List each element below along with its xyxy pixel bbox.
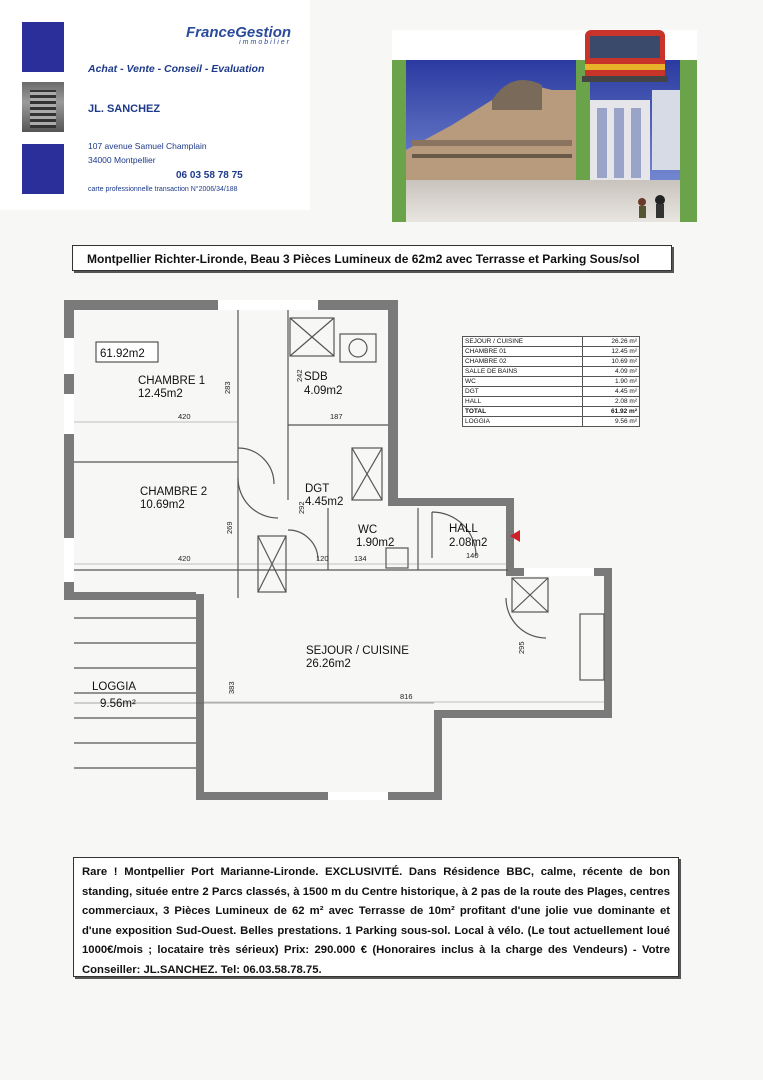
area-room-name: SEJOUR / CUISINE: [463, 337, 583, 347]
area-room-name: HALL: [463, 397, 583, 407]
phone-number: 06 03 58 78 75: [176, 170, 243, 181]
area-table-row: [463, 387, 640, 397]
area-room-value: 61.92 m²: [583, 407, 640, 417]
room-name: CHAMBRE 1: [138, 375, 206, 387]
area-room-value: 1.90 m²: [583, 377, 640, 387]
room-name: HALL: [449, 523, 478, 535]
agent-name: JL. SANCHEZ: [88, 103, 161, 115]
address-line: 107 avenue Samuel Champlain: [88, 141, 207, 151]
room-name: DGT: [305, 483, 330, 495]
listing-description: Rare ! Montpellier Port Marianne-Lironde. EXCLUSIVITÉ. Dans Résidence BBC, calme, récente de bon standing, située entre 2 Parcs classés, à 1500 m du Centre historique, à 2 pas de la route des Plages, centres commerciaux, 3 Pièces Lumineux de 62 m² avec Terrasse de 10m² profitant d'une jolie vue dominante et d'une exposition Sud-Ouest. Belles prestations. 1 Parking sous-sol. Local à vélo. (Le tout actuellement loué 1000€/mois ; locataire très sérieux) Prix: 290.000 € (Honoraires inclus à la charge des Vendeurs) - Votre Conseiller: JL.SANCHEZ. Tel: 06.03.58.78.75.: [73, 857, 679, 977]
city-photo: [392, 30, 697, 222]
room-area: 10.69m2: [140, 499, 185, 511]
area-room-name: WC: [463, 377, 583, 387]
area-room-name: TOTAL: [463, 407, 583, 417]
brand-logo: FranceGestion immobilier: [186, 24, 292, 46]
room-area: 26.26m2: [306, 658, 351, 670]
room-area: 12.45m2: [138, 388, 183, 400]
area-table-row: [463, 377, 640, 387]
dimension-label: 420: [178, 412, 191, 421]
address-line: 34000 Montpellier: [88, 155, 156, 165]
area-table-row: [463, 397, 640, 407]
dimension-label: 120: [316, 554, 329, 563]
dimension-label: 420: [178, 554, 191, 563]
dimension-label: 283: [223, 381, 232, 394]
plan-total-area: 61.92m2: [100, 348, 145, 360]
agency-card: [0, 0, 310, 210]
dimension-label: 816: [400, 692, 413, 701]
license-number: carte professionnelle transaction N°2006/34/188: [88, 186, 238, 193]
brand-square: [22, 144, 64, 194]
room-area: 4.45m2: [305, 496, 344, 508]
area-table: [462, 336, 640, 427]
brand-square: [22, 22, 64, 72]
area-table-row: [463, 337, 640, 347]
area-room-value: 12.45 m²: [583, 347, 640, 357]
area-room-value: 4.45 m²: [583, 387, 640, 397]
area-table-row: [463, 417, 640, 427]
dimension-label: 295: [517, 641, 526, 654]
dimension-label: 383: [227, 681, 236, 694]
area-room-value: 26.26 m²: [583, 337, 640, 347]
room-name: CHAMBRE 2: [140, 486, 208, 498]
building-photo: [22, 82, 64, 132]
area-room-value: 4.09 m²: [583, 367, 640, 377]
listing-title: Montpellier Richter-Lironde, Beau 3 Pièces Lumineux de 62m2 avec Terrasse et Parking Sous/sol: [72, 245, 672, 271]
dimension-label: 242: [295, 369, 304, 382]
dimension-label: 140: [466, 551, 479, 560]
area-table-row: [463, 357, 640, 367]
room-area: 1.90m2: [356, 537, 395, 549]
area-table-row: [463, 407, 640, 417]
room-area: 9.56m²: [100, 698, 136, 710]
area-room-value: 9.56 m²: [583, 417, 640, 427]
area-room-name: LOGGIA: [463, 417, 583, 427]
area-room-name: DGT: [463, 387, 583, 397]
room-name: SDB: [304, 371, 328, 383]
dimension-label: 187: [330, 412, 343, 421]
tagline: Achat - Vente - Conseil - Evaluation: [88, 63, 265, 75]
area-room-value: 2.08 m²: [583, 397, 640, 407]
room-name: SEJOUR / CUISINE: [306, 645, 409, 657]
area-room-name: SALLE DE BAINS: [463, 367, 583, 377]
room-name: LOGGIA: [92, 681, 137, 693]
dimension-label: 292: [297, 501, 306, 514]
dimension-label: 134: [354, 554, 367, 563]
area-room-name: CHAMBRE 02: [463, 357, 583, 367]
area-table-row: [463, 347, 640, 357]
area-room-name: CHAMBRE 01: [463, 347, 583, 357]
area-room-value: 10.69 m²: [583, 357, 640, 367]
area-table-row: [463, 367, 640, 377]
room-name: WC: [358, 524, 378, 536]
room-area: 2.08m2: [449, 537, 488, 549]
room-area: 4.09m2: [304, 385, 343, 397]
dimension-label: 269: [225, 521, 234, 534]
